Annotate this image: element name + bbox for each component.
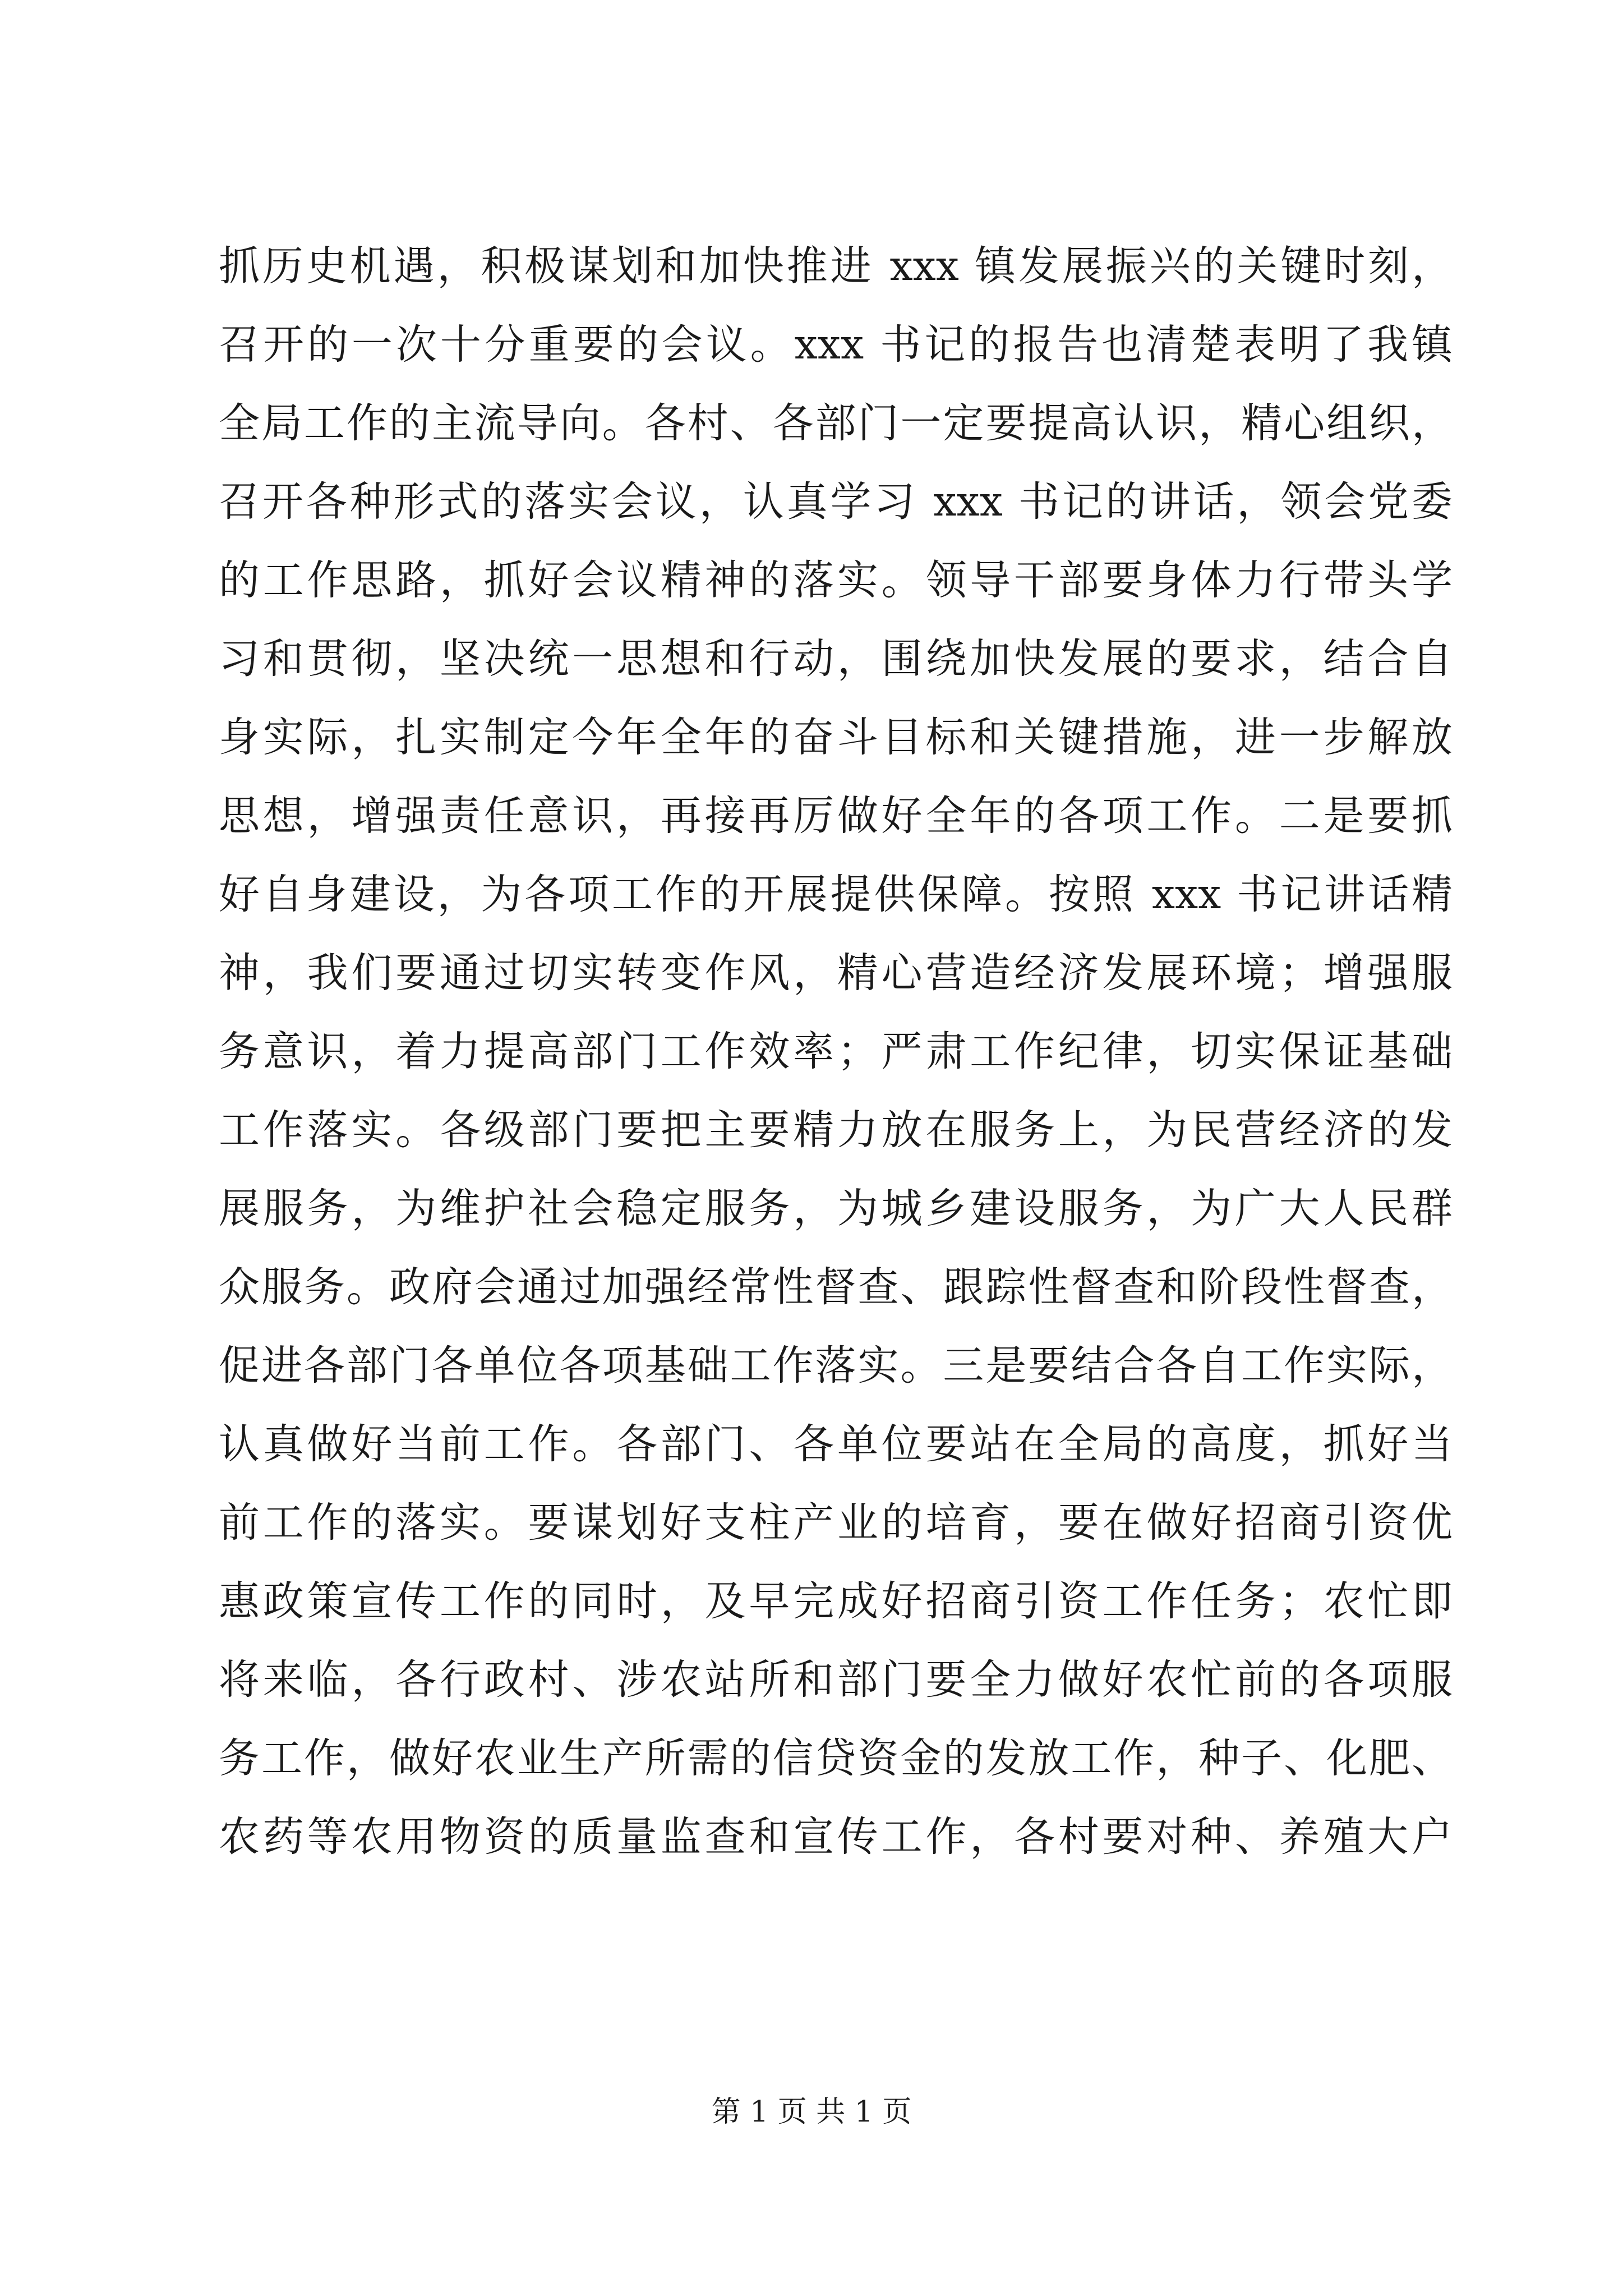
text-line: 神，我们要通过切实转变作风，精心营造经济发展环境；增强服: [219, 949, 1453, 997]
text-line: 思想，增强责任意识，再接再厉做好全年的各项工作。二是要抓: [219, 792, 1453, 840]
text-line: 众服务。政府会通过加强经常性督查、跟踪性督查和阶段性督查，: [219, 1263, 1453, 1311]
page-footer: 第 1 页 共 1 页: [711, 2095, 912, 2129]
text-line: 前工作的落实。要谋划好支柱产业的培育，要在做好招商引资优: [219, 1499, 1453, 1547]
text-line: 将来临，各行政村、涉农站所和部门要全力做好农忙前的各项服: [219, 1656, 1453, 1704]
text-line: 认真做好当前工作。各部门、各单位要站在全局的高度，抓好当: [219, 1420, 1453, 1468]
text-line: 务意识，着力提高部门工作效率；严肃工作纪律，切实保证基础: [219, 1028, 1453, 1075]
text-line: 的工作思路，抓好会议精神的落实。领导干部要身体力行带头学: [219, 556, 1453, 604]
text-line: 全局工作的主流导向。各村、各部门一定要提高认识，精心组织，: [219, 399, 1453, 447]
text-line: 惠政策宣传工作的同时，及早完成好招商引资工作任务；农忙即: [219, 1577, 1453, 1625]
text-line: 召开各种形式的落实会议，认真学习 xxx 书记的讲话，领会党委: [219, 478, 1453, 526]
text-line: 抓历史机遇，积极谋划和加快推进 xxx 镇发展振兴的关键时刻，: [219, 242, 1453, 290]
text-line: 展服务，为维护社会稳定服务，为城乡建设服务，为广大人民群: [219, 1185, 1453, 1232]
text-line: 务工作，做好农业生产所需的信贷资金的发放工作，种子、化肥、: [219, 1734, 1453, 1782]
text-line: 促进各部门各单位各项基础工作落实。三是要结合各自工作实际，: [219, 1342, 1453, 1389]
text-line: 好自身建设，为各项工作的开展提供保障。按照 xxx 书记讲话精: [219, 871, 1453, 918]
text-line: 身实际，扎实制定今年全年的奋斗目标和关键措施，进一步解放: [219, 714, 1453, 761]
text-line: 农药等农用物资的质量监查和宣传工作，各村要对种、养殖大户: [219, 1813, 1453, 1861]
text-line: 工作落实。各级部门要把主要精力放在服务上，为民营经济的发: [219, 1106, 1453, 1154]
body-text: [219, 227, 1453, 1876]
text-line: 召开的一次十分重要的会议。xxx 书记的报告也清楚表明了我镇: [219, 321, 1453, 369]
text-line: 习和贯彻，坚决统一思想和行动，围绕加快发展的要求，结合自: [219, 635, 1453, 683]
